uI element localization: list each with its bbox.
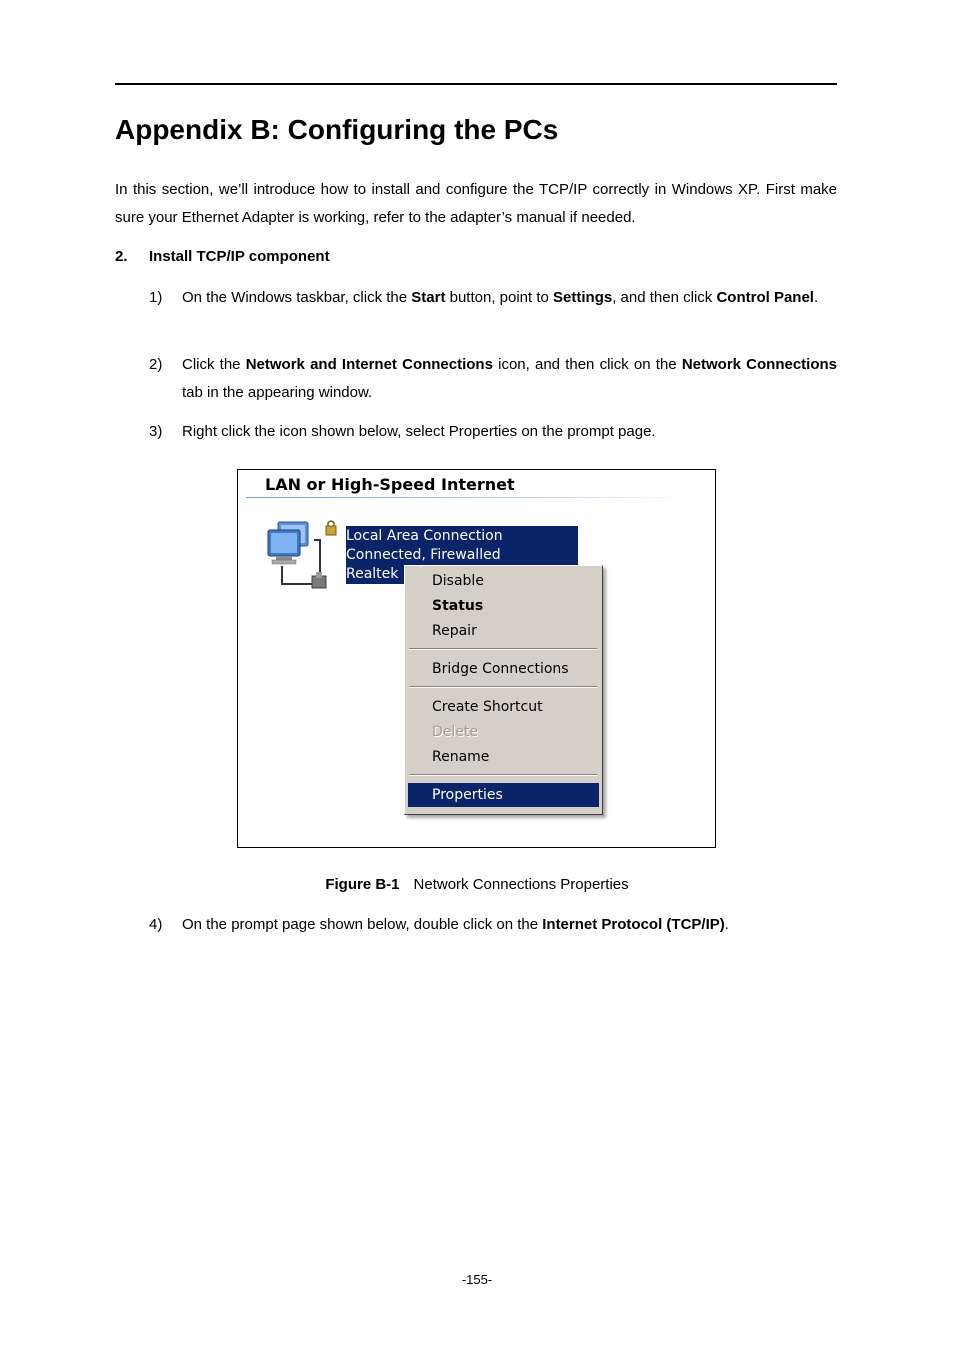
figure-caption (0, 874, 954, 896)
network-connection-icon[interactable] (264, 518, 344, 594)
connection-status: Connected, Firewalled (346, 547, 501, 563)
header-rule (115, 83, 837, 85)
menu-separator (409, 774, 597, 776)
menu-item-status[interactable]: Status (432, 598, 484, 614)
connection-device: Realtek (346, 566, 399, 582)
step-number: 3) (149, 423, 163, 440)
section-heading (115, 246, 330, 268)
network-connections-figure (237, 469, 716, 848)
menu-item-rename[interactable]: Rename (432, 749, 490, 765)
step-text-part: On the prompt page shown below, double click on the (182, 916, 543, 933)
context-menu (404, 565, 603, 815)
menu-item-delete: Delete (432, 724, 478, 740)
menu-item-repair[interactable]: Repair (432, 623, 477, 639)
step-text-part: tab in the appearing window. (182, 383, 373, 401)
intro-paragraph: In this section, we’ll introduce how to install and configure the TCP/IP correctly in Windows XP. First make sure your Ethernet Adapter is working, refer to the adapter’s manual if needed. (115, 181, 837, 226)
figure-caption-text: Network Connections Properties (413, 876, 629, 893)
step-text-part: , and then click (612, 289, 717, 306)
step-text-part: Click the (182, 356, 246, 373)
group-divider (246, 497, 686, 498)
step-text: Right click the icon shown below, select Properties on the prompt page. (182, 423, 656, 440)
section-title: Install TCP/IP component (149, 248, 330, 265)
step-text (182, 911, 837, 939)
step-text (182, 284, 837, 312)
step-number: 4) (149, 916, 163, 933)
step-1 (149, 284, 837, 312)
step-text-bold: Control Panel (716, 289, 814, 306)
page-title: Appendix B: Configuring the PCs (115, 114, 559, 145)
step-3 (149, 418, 837, 446)
step-text-part: . (724, 916, 729, 933)
section-number: 2. (115, 248, 128, 265)
step-text-part: button, point to (445, 289, 554, 306)
step-text-bold: Settings (553, 289, 613, 306)
step-text-bold: Internet Protocol (TCP/IP) (542, 916, 725, 933)
menu-separator (409, 648, 597, 650)
connection-name: Local Area Connection (346, 528, 503, 544)
figure-label: Figure B-1 (325, 876, 400, 893)
step-text (182, 351, 837, 406)
step-text-part: icon, and then click on the (492, 356, 682, 373)
menu-separator (409, 686, 597, 688)
step-text-part: . (813, 289, 819, 306)
menu-item-bridge-connections[interactable]: Bridge Connections (432, 661, 569, 677)
menu-item-create-shortcut[interactable]: Create Shortcut (432, 699, 543, 715)
step-number: 2) (149, 356, 163, 373)
step-number: 1) (149, 289, 163, 306)
page-number: -155- (461, 1272, 493, 1287)
step-2 (149, 351, 837, 406)
menu-item-disable[interactable]: Disable (432, 573, 484, 589)
step-text-bold: Network Connections (681, 356, 838, 373)
step-4 (149, 911, 837, 939)
step-text-part: On the Windows taskbar, click the (182, 289, 412, 306)
step-text-bold: Start (411, 289, 446, 306)
step-text-bold: Network and Internet Connections (245, 356, 493, 373)
group-title: LAN or High-Speed Internet (265, 475, 515, 494)
menu-item-properties[interactable]: Properties (408, 783, 599, 807)
